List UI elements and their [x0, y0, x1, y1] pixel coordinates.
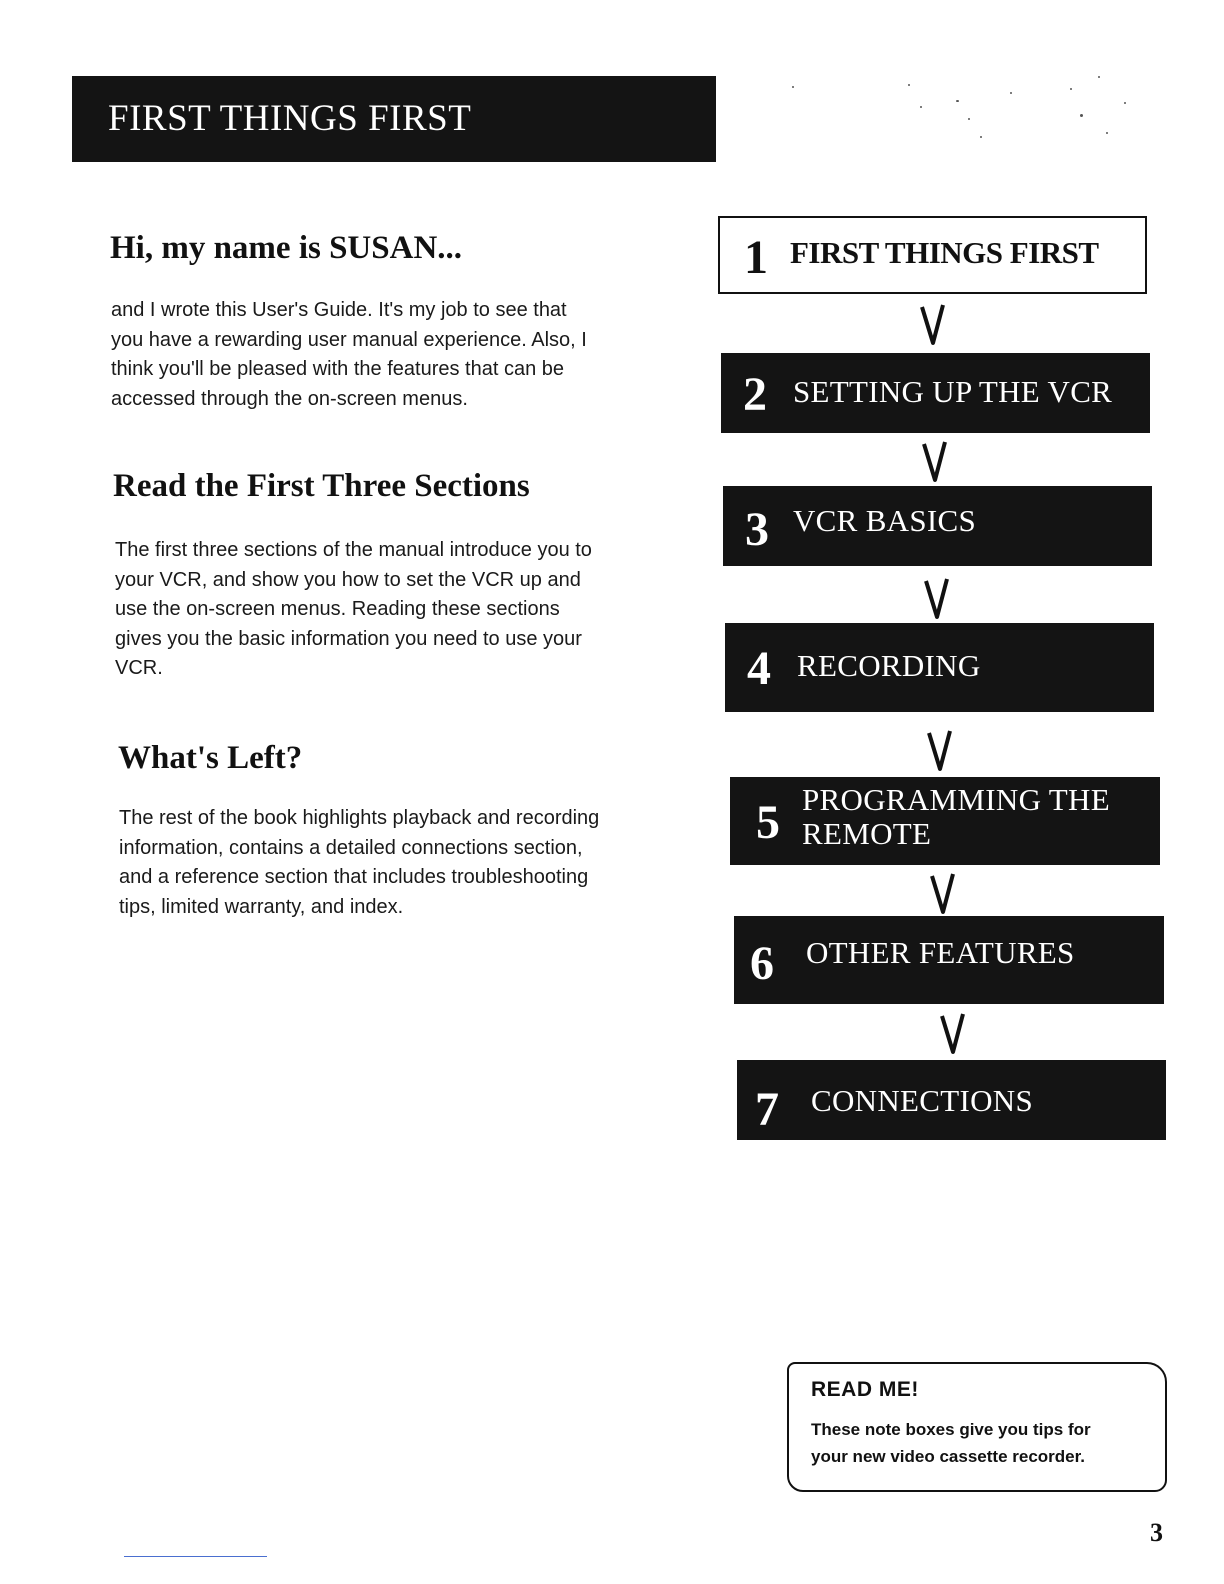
- text-line: use the on-screen menus. Reading these sections: [115, 598, 560, 620]
- chevron-down-icon: [927, 729, 953, 773]
- step-number: 7: [755, 1083, 779, 1136]
- step-label: OTHER FEATURES: [806, 935, 1075, 970]
- text-line: VCR.: [115, 657, 163, 679]
- heading-first-three-sections: Read the First Three Sections: [113, 468, 530, 504]
- step-label: RECORDING: [797, 648, 981, 683]
- text-line: and a reference section that includes troubleshooting: [119, 866, 589, 888]
- intro-paragraph: [111, 296, 691, 414]
- text-line: tips, limited warranty, and index.: [119, 895, 404, 918]
- text-line: gives you the basic information you need to use your: [115, 627, 582, 650]
- step-label: VCR BASICS: [793, 503, 977, 538]
- step-number: 3: [745, 503, 769, 556]
- step-number: 6: [750, 937, 774, 990]
- heading-whats-left: What's Left?: [118, 740, 303, 776]
- chevron-down-icon: [940, 1012, 966, 1056]
- first-three-paragraph: [115, 536, 695, 684]
- read-me-note-box: [787, 1362, 1167, 1492]
- flow-step-6: [734, 916, 1164, 1004]
- text-line: accessed through the on-screen menus.: [111, 387, 468, 410]
- step-label-line-2: REMOTE: [802, 816, 932, 851]
- text-line: you have a rewarding user manual experience. Also, I: [111, 328, 587, 351]
- page-number: 3: [1150, 1518, 1163, 1547]
- whats-left-paragraph: [119, 804, 699, 922]
- footer-rule: [124, 1556, 267, 1557]
- text-line: The first three sections of the manual introduce you to: [115, 539, 592, 561]
- flow-step-3: [723, 486, 1152, 566]
- step-number: 4: [747, 642, 771, 695]
- chevron-down-icon: [930, 872, 956, 916]
- note-title: READ ME!: [811, 1378, 919, 1401]
- step-number: 5: [756, 796, 780, 849]
- step-number: 1: [744, 231, 768, 284]
- text-line: your new video cassette recorder.: [811, 1447, 1086, 1466]
- text-line: your VCR, and show you how to set the VCR up and: [115, 568, 581, 591]
- scan-specks: [780, 66, 1140, 156]
- step-label-line-1: PROGRAMMING THE: [802, 782, 1110, 817]
- chevron-down-icon: [920, 303, 946, 347]
- text-line: These note boxes give you tips for: [811, 1420, 1091, 1439]
- flow-step-5: [730, 777, 1160, 865]
- flow-step-4: [725, 623, 1154, 712]
- note-text: [811, 1416, 1151, 1470]
- heading-intro: Hi, my name is SUSAN...: [110, 230, 463, 266]
- text-line: think you'll be pleased with the features that can be: [111, 358, 564, 380]
- step-label: CONNECTIONS: [811, 1083, 1034, 1118]
- flow-step-2: [721, 353, 1150, 433]
- step-number: 2: [743, 368, 767, 421]
- flow-step-7: [737, 1060, 1166, 1140]
- step-label: FIRST THINGS FIRST: [790, 235, 1099, 270]
- chevron-down-icon: [924, 577, 950, 621]
- chevron-down-icon: [922, 440, 948, 484]
- text-line: and I wrote this User's Guide. It's my job to see that: [111, 299, 567, 321]
- text-line: The rest of the book highlights playback and recording: [119, 807, 600, 829]
- step-label: SETTING UP THE VCR: [793, 374, 1113, 409]
- text-line: information, contains a detailed connections section,: [119, 836, 583, 859]
- section-banner: FIRST THINGS FIRST: [72, 76, 716, 162]
- flow-step-1: [718, 216, 1147, 294]
